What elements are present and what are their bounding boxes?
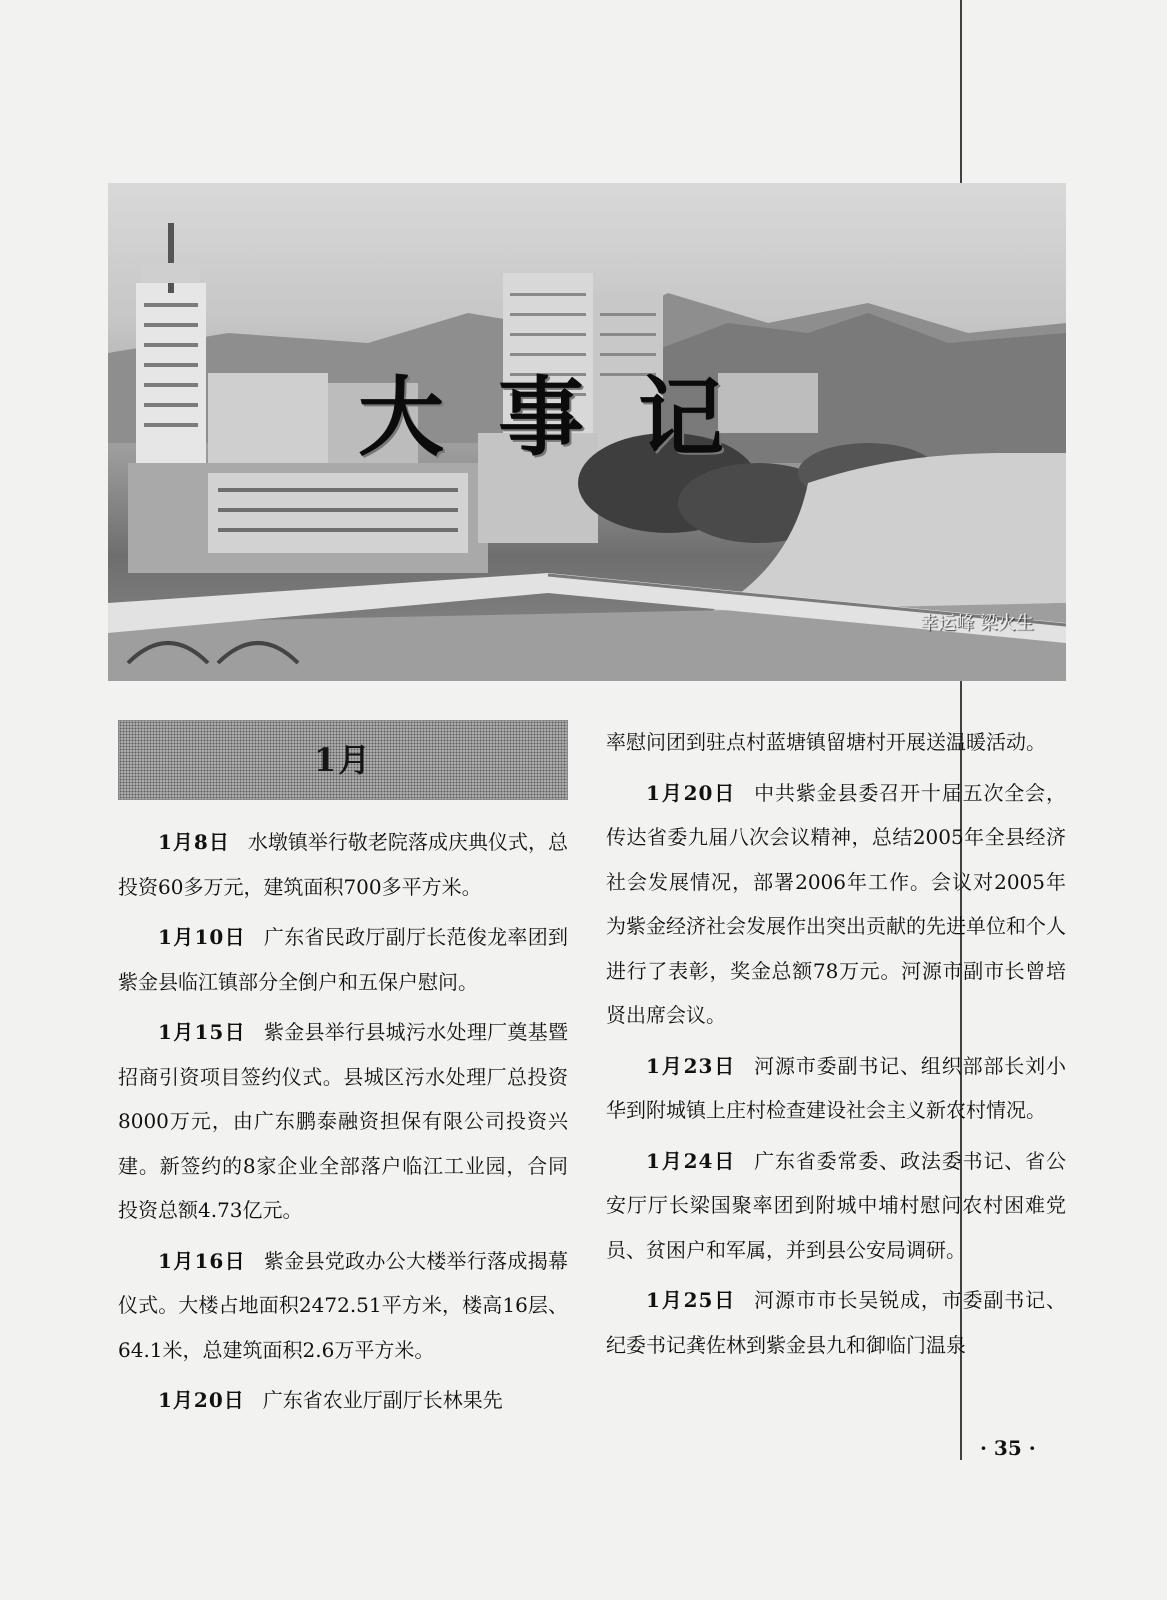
event-date: 1月10日 [158, 925, 246, 949]
event-text: 广东省民政厅副厅长范俊龙率团到紫金县临江镇部分全倒户和五保户慰问。 [118, 925, 569, 994]
header-banner-photo [108, 183, 1066, 681]
left-column [118, 720, 568, 1429]
event-continuation: 率慰问团到驻点村蓝塘镇留塘村开展送温暖活动。 [606, 730, 1046, 754]
event-entry [606, 1139, 1066, 1273]
section-title: 大事记 [358, 367, 778, 468]
event-entry [118, 820, 568, 909]
event-text: 中共紫金县委召开十届五次全会，传达省委九届八次会议精神，总结2005年全县经济社会发展情况，部署2006年工作。会议对2005年为紫金经济社会发展作出突出贡献的先进单位和个人进行了表彰，奖金总额78万元。河源市副市长曾培贤出席会议。 [606, 780, 1067, 1027]
page-number: · 35 · [980, 1436, 1036, 1460]
photo-credit: 幸运峰 梁火生 [920, 613, 1034, 634]
event-entry [606, 771, 1066, 1038]
event-date: 1月25日 [646, 1288, 737, 1312]
event-date: 1月15日 [158, 1020, 246, 1044]
event-entry [118, 915, 568, 1004]
event-text: 水墩镇举行敬老院落成庆典仪式，总投资60多万元，建筑面积700多平方米。 [118, 830, 568, 899]
event-entry [118, 1010, 568, 1233]
event-date: 1月20日 [646, 780, 737, 805]
event-entry [606, 1044, 1066, 1133]
event-date: 1月23日 [646, 1053, 737, 1078]
month-header-band [118, 720, 568, 800]
event-entry [606, 1278, 1066, 1367]
right-column [606, 720, 1066, 1373]
event-date: 1月8日 [158, 830, 230, 854]
event-text: 河源市市长吴锐成，市委副书记、纪委书记龚佐林到紫金县九和御临门温泉 [606, 1288, 1067, 1357]
event-text: 河源市委副书记、组织部部长刘小华到附城镇上庄村检查建设社会主义新农村情况。 [606, 1053, 1067, 1122]
event-text: 紫金县党政办公大楼举行落成揭幕仪式。大楼占地面积2472.51平方米，楼高16层、64.1米，总建筑面积2.6万平方米。 [118, 1248, 569, 1362]
event-date: 1月16日 [158, 1248, 246, 1273]
event-date: 1月20日 [158, 1388, 245, 1412]
event-text: 广东省农业厅副厅长林果先 [262, 1388, 503, 1412]
event-entry [118, 1239, 568, 1373]
event-entry [118, 1378, 568, 1423]
event-text: 广东省委常委、政法委书记、省公安厅厅长梁国聚率团到附城中埔村慰问农村困难党员、贫困户和军属，并到县公安局调研。 [606, 1148, 1067, 1262]
month-heading: 1月 [313, 740, 373, 779]
event-date: 1月24日 [646, 1148, 737, 1173]
event-text: 紫金县举行县城污水处理厂奠基暨招商引资项目签约仪式。县城区污水处理厂总投资8000万元，由广东鹏泰融资担保有限公司投资兴建。新签约的8家企业全部落户临江工业园，合同投资总额4.73亿元。 [118, 1020, 569, 1222]
